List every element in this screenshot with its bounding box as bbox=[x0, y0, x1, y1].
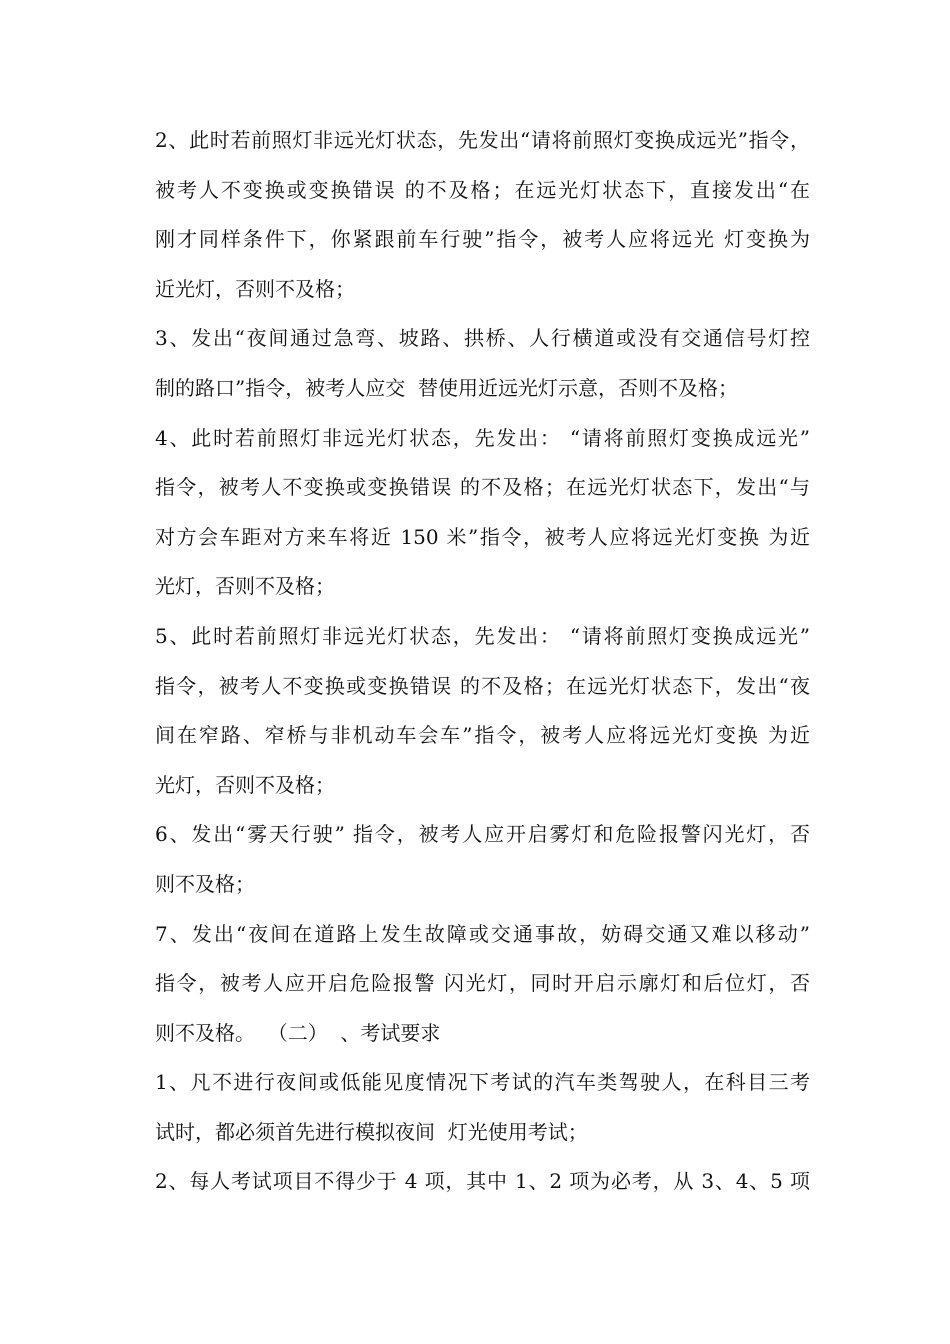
body-text bbox=[155, 116, 810, 1207]
text-line: 则不及格。 （二） 、考试要求 bbox=[155, 1020, 441, 1045]
text-line: 试时，都必须首先进行模拟夜间 灯光使用考试； bbox=[155, 1119, 588, 1144]
text-line: 对方会车距对方来车将近 150 米”指令，被考人应将远光灯变换 为近 bbox=[155, 524, 810, 549]
text-line: 2、此时若前照灯非远光灯状态，先发出“请将前照灯变换成远光”指令， bbox=[155, 128, 810, 152]
text-line: 2、每人考试项目不得少于 4 项，其中 1、2 项为必考，从 3、4、5 项 bbox=[155, 1169, 810, 1194]
text-line: 4、此时若前照灯非远光灯状态，先发出： “请将前照灯变换成远光” bbox=[155, 425, 810, 450]
text-line: 指令，被考人应开启危险报警 闪光灯，同时开启示廓灯和后位灯，否 bbox=[155, 971, 810, 996]
text-line: 指令，被考人不变换或变换错误 的不及格；在远光灯状态下，发出“夜 bbox=[155, 673, 810, 698]
text-line: 刚才同样条件下，你紧跟前车行驶”指令，被考人应将远光 灯变换为 bbox=[155, 227, 810, 252]
text-line: 被考人不变换或变换错误 的不及格；在远光灯状态下，直接发出“在 bbox=[155, 177, 810, 202]
text-line: 光灯，否则不及格； bbox=[155, 772, 335, 797]
text-line: 制的路口”指令，被考人应交 替使用近远光灯示意，否则不及格； bbox=[155, 375, 738, 400]
text-line: 间在窄路、窄桥与非机动车会车”指令，被考人应将远光灯变换 为近 bbox=[155, 723, 810, 748]
text-line: 则不及格； bbox=[155, 871, 255, 896]
text-line: 光灯，否则不及格； bbox=[155, 574, 335, 599]
text-line: 5、此时若前照灯非远光灯状态，先发出： “请将前照灯变换成远光” bbox=[155, 623, 810, 648]
text-line: 7、发出“夜间在道路上发生故障或交通事故，妨碍交通又难以移动” bbox=[155, 921, 810, 946]
text-line: 3、发出“夜间通过急弯、坡路、拱桥、人行横道或没有交通信号灯控 bbox=[155, 326, 810, 351]
text-line: 1、凡不进行夜间或低能见度情况下考试的汽车类驾驶人，在科目三考 bbox=[155, 1070, 810, 1095]
text-line: 近光灯，否则不及格； bbox=[155, 276, 355, 301]
text-line: 6、发出“雾天行驶” 指令，被考人应开启雾灯和危险报警闪光灯，否 bbox=[155, 822, 810, 847]
text-line: 指令，被考人不变换或变换错误 的不及格；在远光灯状态下，发出“与 bbox=[155, 475, 810, 500]
